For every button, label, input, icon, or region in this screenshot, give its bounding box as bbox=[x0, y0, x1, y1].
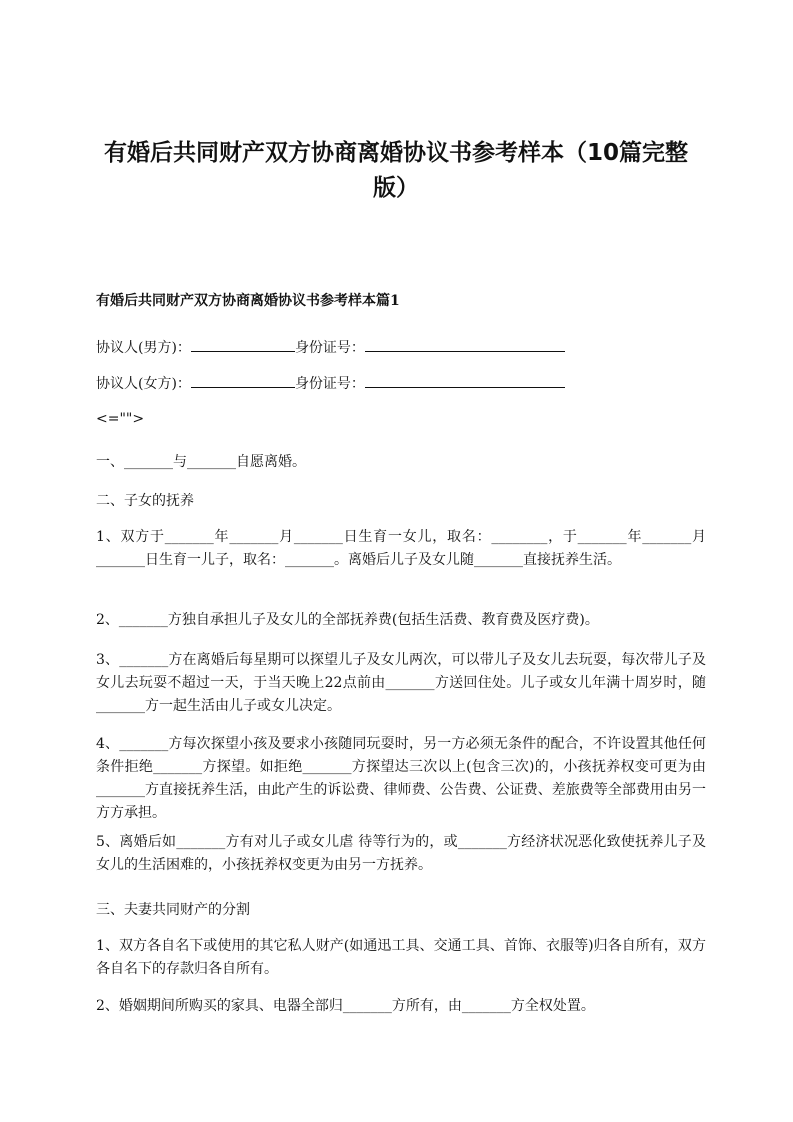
heading-child-custody: 二、子女的抚养 bbox=[96, 493, 194, 509]
paragraph-custody-change: 5、离婚后如_______方有对儿子或女儿虐 待等行为的，或_______方经济状况恶化致使抚养儿子及女儿的生活困难的，小孩抚养权变更为由另一方抚养。 bbox=[96, 834, 706, 873]
paragraph-visitation-cooperation: 4、_______方每次探望小孩及要求小孩随同玩耍时，另一方必须无条件的配合，不许设置其他任何条件拒绝_______方探望。如拒绝_______方探望达三次以上(包含三次)的，小孩抚养权变可更为由_______方直接抚养生活，由此产生的诉讼费、律师费、公告费、公证费、差旅费等全部费用由另一方方承担。 bbox=[96, 736, 706, 821]
party-male-row bbox=[96, 336, 565, 359]
party-male-id-label: 身份证号： bbox=[294, 340, 365, 356]
paragraph-visitation: 3、_______方在离婚后每星期可以探望儿子及女儿两次，可以带儿子及女儿去玩耍，每次带儿子及女儿去玩耍不超过一天，于当天晚上22点前由_______方送回住处。儿子或女儿年满十周岁时，随_______方一起生活由儿子或女儿决定。 bbox=[96, 652, 706, 714]
party-male-name-blank bbox=[191, 336, 295, 352]
paragraph-divorce-agreement: 一、_______与_______自愿离婚。 bbox=[96, 454, 306, 470]
party-female-name-blank bbox=[191, 372, 295, 388]
paragraph-private-property: 1、双方各自名下或使用的其它私人财产(如通迅工具、交通工具、首饰、衣服等)归各自所有，双方各自名下的存款归各自所有。 bbox=[96, 938, 706, 977]
section-heading: 有婚后共同财产双方协商离婚协议书参考样本篇1 bbox=[96, 293, 400, 309]
paragraph-furniture-appliances: 2、婚姻期间所购买的家具、电器全部归_______方所有，由_______方全权处置。 bbox=[96, 998, 595, 1014]
party-female-id-blank bbox=[365, 372, 565, 388]
party-male-label: 协议人(男方)： bbox=[96, 340, 191, 356]
paragraph-child-support: 2、_______方独自承担儿子及女儿的全部抚养费(包括生活费、教育费及医疗费)。 bbox=[96, 612, 599, 628]
party-female-row bbox=[96, 372, 565, 395]
party-female-id-label: 身份证号： bbox=[294, 376, 365, 392]
party-female-label: 协议人(女方)： bbox=[96, 376, 191, 392]
heading-property-division: 三、夫妻共同财产的分割 bbox=[96, 902, 250, 918]
stray-markup-text: <=""> bbox=[96, 411, 145, 427]
paragraph-children-birth: 1、双方于_______年_______月_______日生育一女儿，取名：________，于_______年_______月_______日生育一儿子，取名：_______。离婚后儿子及女儿随_______直接抚养生活。 bbox=[96, 529, 706, 568]
party-male-id-blank bbox=[365, 336, 565, 352]
document-title: 有婚后共同财产双方协商离婚协议书参考样本（10篇完整版） bbox=[103, 140, 688, 201]
